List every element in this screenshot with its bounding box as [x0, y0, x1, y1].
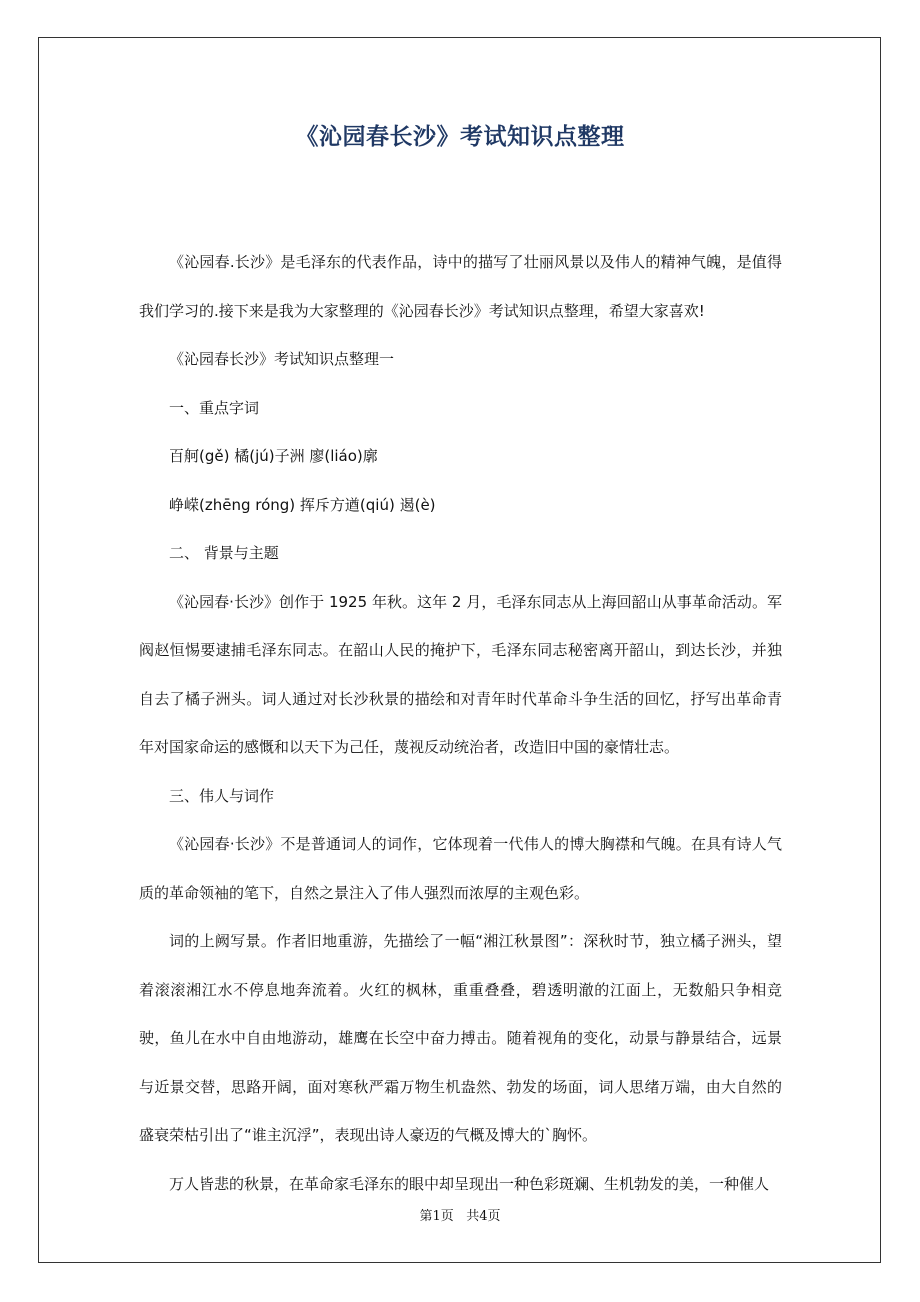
paragraph-great-man: 《沁园春·长沙》不是普通词人的词作，它体现着一代伟人的博大胸襟和气魄。在具有诗人气质的革命领袖的笔下，自然之景注入了伟人强烈而浓厚的主观色彩。	[139, 835, 782, 902]
paragraph-heading-great-man: 三、伟人与词作	[169, 786, 275, 805]
paragraph-section-heading: 《沁园春长沙》考试知识点整理一	[169, 350, 395, 368]
paragraph-vocab-line-2: 峥嵘(zhēng róng) 挥斥方遒(qiú) 遏(è)	[169, 495, 436, 514]
paragraph-heading-background: 二、 背景与主题	[169, 544, 279, 562]
paragraph-intro: 《沁园春.长沙》是毛泽东的代表作品，诗中的描写了壮丽风景以及伟人的精神气魄，是值得我们学习的.接下来是我为大家整理的《沁园春长沙》考试知识点整理，希望大家喜欢!	[139, 253, 782, 320]
page-footer	[0, 1205, 920, 1224]
document-body	[139, 238, 782, 1208]
footer-page-mid: 页 共	[440, 1209, 480, 1224]
paragraph-autumn-scene: 万人皆悲的秋景，在革命家毛泽东的眼中却呈现出一种色彩斑斓、生机勃发的美，一种催人	[169, 1174, 770, 1193]
document-title: 《沁园春长沙》考试知识点整理	[295, 124, 625, 150]
footer-page-prefix: 第	[419, 1209, 433, 1224]
footer-page-suffix: 页	[487, 1209, 501, 1224]
footer-page-total: 4	[479, 1209, 488, 1224]
paragraph-vocab-line-1: 百舸(gě) 橘(jú)子洲 廖(liáo)廓	[169, 447, 378, 465]
paragraph-upper-stanza: 词的上阙写景。作者旧地重游，先描绘了一幅“湘江秋景图”：深秋时节，独立橘子洲头，望着滚滚湘江水不停息地奔流着。火红的枫林，重重叠叠，碧透明澈的江面上，无数船只争相竞驶，鱼儿在水中自由地游动，雄鹰在长空中奋力搏击。随着视角的变化，动景与静景结合，远景与近景交替，思路开阔，面对寒秋严霜万物生机盎然、勃发的场面，词人思绪万端，由大自然的盛衰荣枯引出了“谁主沉浮”，表现出诗人豪迈的气概及博大的`胸怀。	[139, 932, 782, 1144]
footer-page-current: 1	[432, 1209, 441, 1224]
paragraph-background: 《沁园春·长沙》创作于 1925 年秋。这年 2 月，毛泽东同志从上海回韶山从事革命活动。军阀赵恒惕要逮捕毛泽东同志。在韶山人民的掩护下，毛泽东同志秘密离开韶山，到达长沙，并独自去了橘子洲头。词人通过对长沙秋景的描绘和对青年时代革命斗争生活的回忆，抒写出革命青年对国家命运的感慨和以天下为己任，蔑视反动统治者，改造旧中国的豪情壮志。	[139, 592, 782, 756]
paragraph-heading-key-words: 一、重点字词	[169, 398, 260, 417]
